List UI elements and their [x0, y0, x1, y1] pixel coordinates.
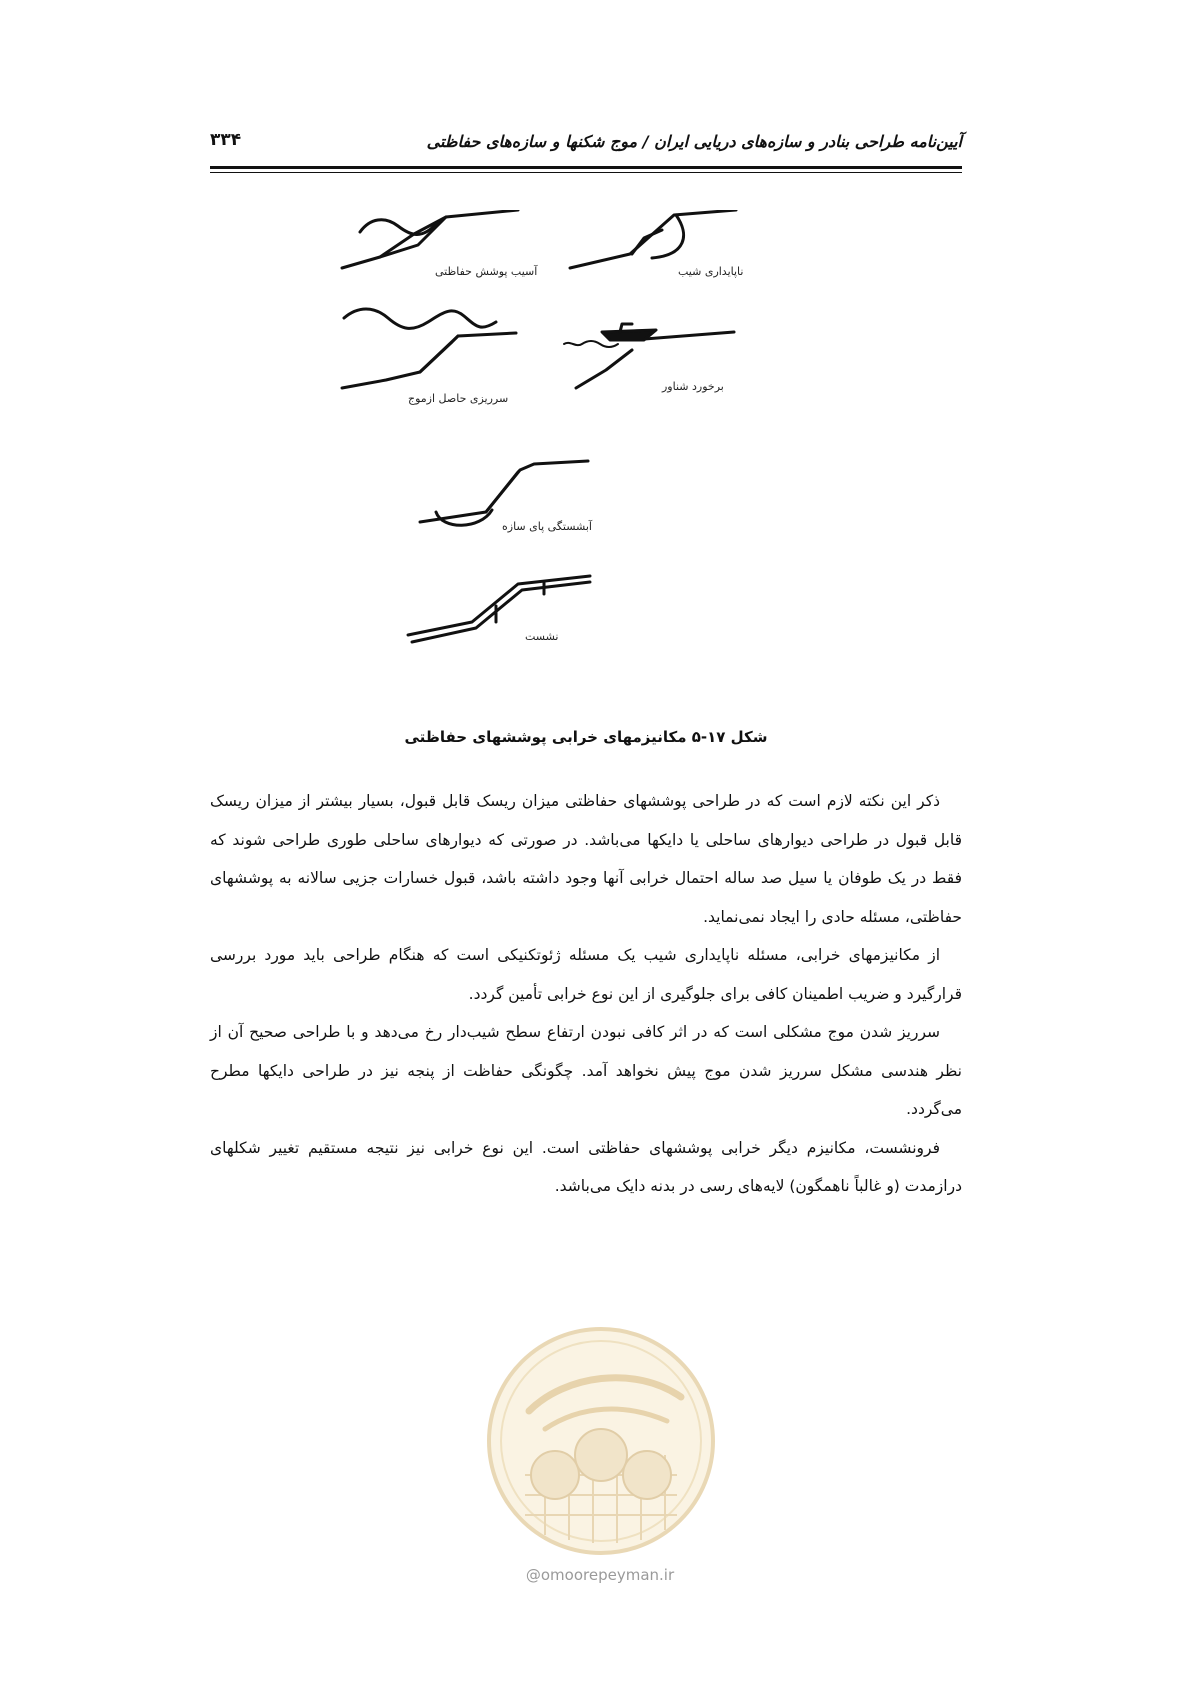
label-armor-damage: آسیب پوشش حفاظتی: [435, 265, 538, 278]
header-rule-thin: [210, 172, 962, 173]
label-slope-instability: ناپایداری شیب: [678, 265, 744, 278]
paragraph: فرونشست، مکانیزم دیگر خرابی پوششهای حفاظتی است. این نوع خرابی نیز نتیجه مستقیم تغییر شکلهای درازمدت (و غالباً ناهمگون) لایه‌های رسی در بدنه دایک می‌باشد.: [210, 1138, 962, 1195]
settlement-sketch: [408, 576, 590, 642]
body-text: [210, 782, 962, 1206]
label-wave-overtopping: سرریزی حاصل ازموج: [408, 392, 509, 405]
toe-scour-sketch: [420, 461, 588, 525]
armor-damage-sketch: [342, 210, 518, 268]
page-header: [210, 128, 962, 168]
watermark-logo: [485, 1325, 717, 1557]
slope-instability-sketch: [570, 210, 736, 268]
paragraph: از مکانیزمهای خرابی، مسئله ناپایداری شیب یک مسئله ژئوتکنیکی است که هنگام طراحی باید مورد بررسی قرارگیرد و ضریب اطمینان کافی برای جلوگیری از این نوع خرابی تأمین گردد.: [210, 946, 962, 1003]
paragraph: سرریز شدن موج مشکلی است که در اثر کافی نبودن ارتفاع سطح شیب‌دار رخ می‌دهد و با طراحی صحیح آن از نظر هندسی مشکل سرریز شدن موج پیش نخواهد آمد. چگونگی حفاظت از پنجه نیز در طراحی دایکها مطرح می‌گردد.: [210, 1023, 962, 1118]
page-number: ۳۳۴: [210, 130, 242, 150]
failure-mechanisms-figure: [340, 210, 820, 710]
label-toe-scour: آبشستگی پای سازه: [502, 520, 592, 533]
wave-overtopping-sketch: [342, 309, 516, 388]
running-title: آیین‌نامه طراحی بنادر و سازه‌های دریایی ایران / موج شکنها و سازه‌های حفاظتی: [426, 132, 962, 151]
watermark-url: @omoorepeyman.ir: [525, 1566, 675, 1584]
figure-caption: شکل ۱۷-۵ مکانیزمهای خرابی پوششهای حفاظتی: [404, 728, 768, 746]
paragraph: ذکر این نکته لازم است که در طراحی پوششهای حفاظتی میزان ریسک قابل قبول، بسیار بیشتر از میزان ریسک قابل قبول در طراحی دیوارهای ساحلی یا دایکها می‌باشد. در صورتی که دیوارهای ساحلی طوری طراحی شوند که فقط در یک طوفان یا سیل صد ساله احتمال خرابی آنها وجود داشته باشد، قبول خسارات جزیی سالانه به پوششهای حفاظتی، مسئله حادی را ایجاد نمی‌نماید.: [210, 792, 962, 926]
label-settlement: نشست: [525, 630, 559, 643]
figure-drawings: [340, 210, 820, 710]
header-rule-thick: [210, 166, 962, 169]
floating-impact-sketch: [564, 324, 734, 388]
label-floating-impact: برخورد شناور: [662, 380, 724, 393]
